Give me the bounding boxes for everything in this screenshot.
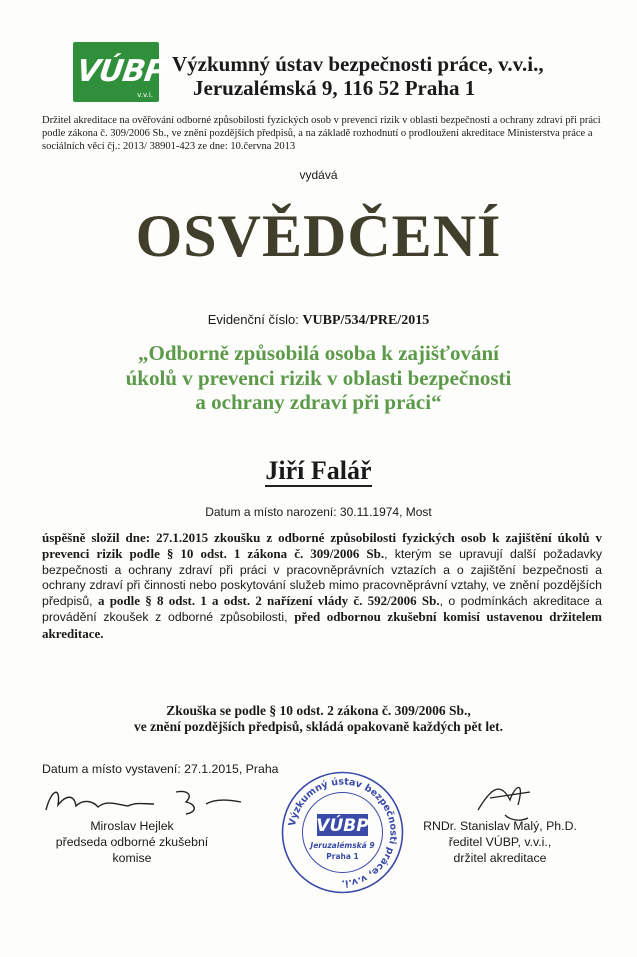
evidence-label: Evidenční číslo: [207, 312, 299, 327]
stamp-city: Praha 1 [326, 852, 359, 861]
exam-note [0, 703, 637, 735]
qualification-line-2: úkolů v prevenci rizik v oblasti bezpečnosti [125, 365, 512, 390]
signature-left [36, 780, 246, 820]
qualification-title [0, 341, 637, 415]
logo-subtext: v.v.i. [137, 91, 153, 99]
exam-note-line-1: Zkouška se podle § 10 odst. 2 zákona č. 309/2006 Sb., [166, 703, 471, 718]
signatory-left-name: Miroslav Hejlek [90, 819, 174, 833]
institute-name: Výzkumný ústav bezpečnosti práce, v.v.i., [172, 52, 544, 76]
signatory-right-role-1: ředitel VÚBP, v.v.i., [448, 835, 552, 849]
logo-text: VÚBP [74, 54, 168, 89]
holder-name-wrap [0, 456, 637, 486]
body-bold-1: úspěšně složil dne: 27.1.2015 zkoušku z odborné způsobilosti fyzických osob k zajištění úkolů v prevenci rizik podle § 10 odst. 1 zákona č. 309/2006 Sb. [42, 530, 602, 562]
signatory-right-name: RNDr. Stanislav Malý, Ph.D. [423, 819, 577, 833]
evidence-number: VUBP/534/PRE/2015 [302, 313, 430, 328]
qualification-line-3: a ochrany zdraví při práci“ [195, 390, 442, 414]
signatory-left [52, 818, 212, 866]
issues-label: vydává [299, 168, 338, 182]
stamp-ring-text: Výzkumný ústav bezpečnosti práce, v.v.i. [286, 776, 399, 889]
signatory-left-role-2: komise [112, 851, 152, 865]
stamp-street: Jeruzalémská 9 [310, 841, 375, 850]
certificate-title: OSVĚDČENÍ [135, 203, 502, 269]
accreditation-text: Držitel akreditace na ověřování odborné způsobilosti fyzických osob v prevenci rizik v oblasti bezpečnosti a ochrany zdraví při práci podle zákona č. 309/2006 Sb., ve znění pozdějších předpisů, a na základě rozhodnutí o prodloužení akreditace Ministerstva práce a sociálních věcí čj.: 2013/ 38901-423 ze dne: 10.června 2013 [42, 115, 601, 152]
holder-name: Jiří Falář [265, 456, 372, 485]
signatory-right-role-2: držitel akreditace [453, 851, 547, 865]
stamp-center-text: VÚBP [316, 816, 369, 836]
issue-date-place: Datum a místo vystavení: 27.1.2015, Praha [42, 762, 279, 776]
certificate-body [42, 530, 602, 642]
signatory-left-role-1: předseda odborné zkušební [55, 835, 209, 849]
birth-info: Datum a místo narození: 30.11.1974, Most [205, 505, 432, 519]
body-bold-2: a podle § 8 odst. 1 a odst. 2 nařízení vlády č. 592/2006 Sb. [97, 593, 440, 609]
body-text-1: , kterým se upravují další požadavky bezpečnosti a ochrany zdraví při práci v pracovněprávních vztazích a o zajištění bezpečnosti a ochrany zdraví při činnosti nebo poskytování služeb mimo pracovněprávní vztahy, ve znění pozdějších předpisů, [42, 547, 602, 609]
body-bold-3: před odbornou zkušební komisí ustavenou držitelem akreditace. [42, 609, 602, 641]
body-text-2: , o podmínkách akreditace a provádění zkoušek z odborné způsobilosti, [42, 594, 602, 625]
institute-address: Jeruzalémská 9, 116 52 Praha 1 [193, 76, 476, 100]
official-stamp [280, 770, 405, 895]
signatory-right [380, 818, 620, 866]
evidence-number-line [0, 312, 637, 329]
vubp-logo [73, 42, 168, 102]
qualification-line-1: „Odborně způsobilá osoba k zajišťování [137, 341, 500, 365]
exam-note-line-2: ve znění pozdějších předpisů, skládá opakovaně každých pět let. [133, 719, 504, 734]
